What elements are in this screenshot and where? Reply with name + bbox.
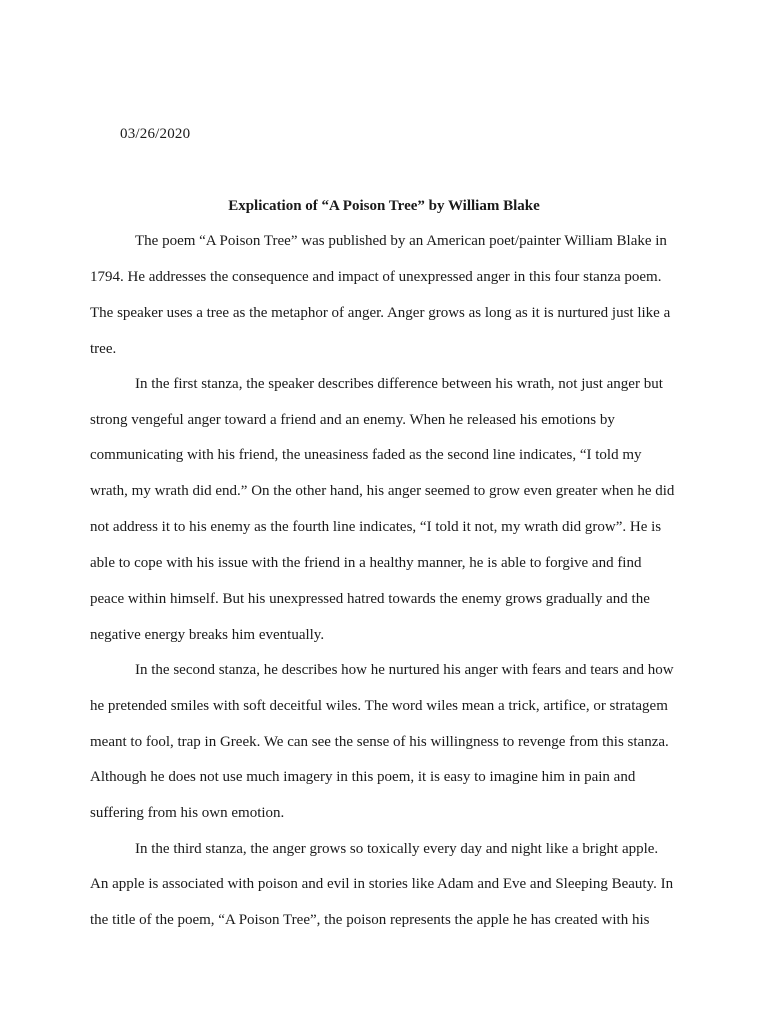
body-line: meant to fool, trap in Greek. We can see the sense of his willingness to revenge from this stanza. [90, 734, 669, 750]
body-line: The speaker uses a tree as the metaphor of anger. Anger grows as long as it is nurtured just like a [90, 305, 671, 321]
body-line: In the second stanza, he describes how he nurtured his anger with fears and tears and how [135, 662, 674, 678]
body-line: In the third stanza, the anger grows so toxically every day and night like a bright apple. [135, 841, 659, 857]
body-line: tree. [90, 341, 117, 357]
document-date: 03/26/2020 [120, 126, 191, 142]
body-line: An apple is associated with poison and evil in stories like Adam and Eve and Sleeping Beauty. In [90, 876, 674, 892]
body-line: The poem “A Poison Tree” was published by an American poet/painter William Blake in [135, 233, 667, 249]
body-line: able to cope with his issue with the friend in a healthy manner, he is able to forgive and find [90, 555, 642, 571]
body-line: peace within himself. But his unexpressed hatred towards the enemy grows gradually and the [90, 591, 650, 607]
body-line: Although he does not use much imagery in this poem, it is easy to imagine him in pain and [90, 769, 636, 785]
body-line: 1794. He addresses the consequence and impact of unexpressed anger in this four stanza poem. [90, 269, 662, 285]
body-line: communicating with his friend, the uneasiness faded as the second line indicates, “I told my [90, 447, 642, 463]
body-line: negative energy breaks him eventually. [90, 627, 325, 643]
body-line: wrath, my wrath did end.” On the other hand, his anger seemed to grow even greater when he did [90, 483, 675, 499]
document-title: Explication of “A Poison Tree” by William Blake [228, 198, 540, 214]
body-line: strong vengeful anger toward a friend and an enemy. When he released his emotions by [90, 412, 615, 428]
body-line: he pretended smiles with soft deceitful wiles. The word wiles mean a trick, artifice, or stratagem [90, 698, 668, 714]
body-line: In the first stanza, the speaker describes difference between his wrath, not just anger but [135, 376, 663, 392]
body-line: not address it to his enemy as the fourth line indicates, “I told it not, my wrath did grow”. He is [90, 519, 662, 535]
body-line: the title of the poem, “A Poison Tree”, the poison represents the apple he has created with his [90, 912, 650, 928]
body-line: suffering from his own emotion. [90, 805, 285, 821]
